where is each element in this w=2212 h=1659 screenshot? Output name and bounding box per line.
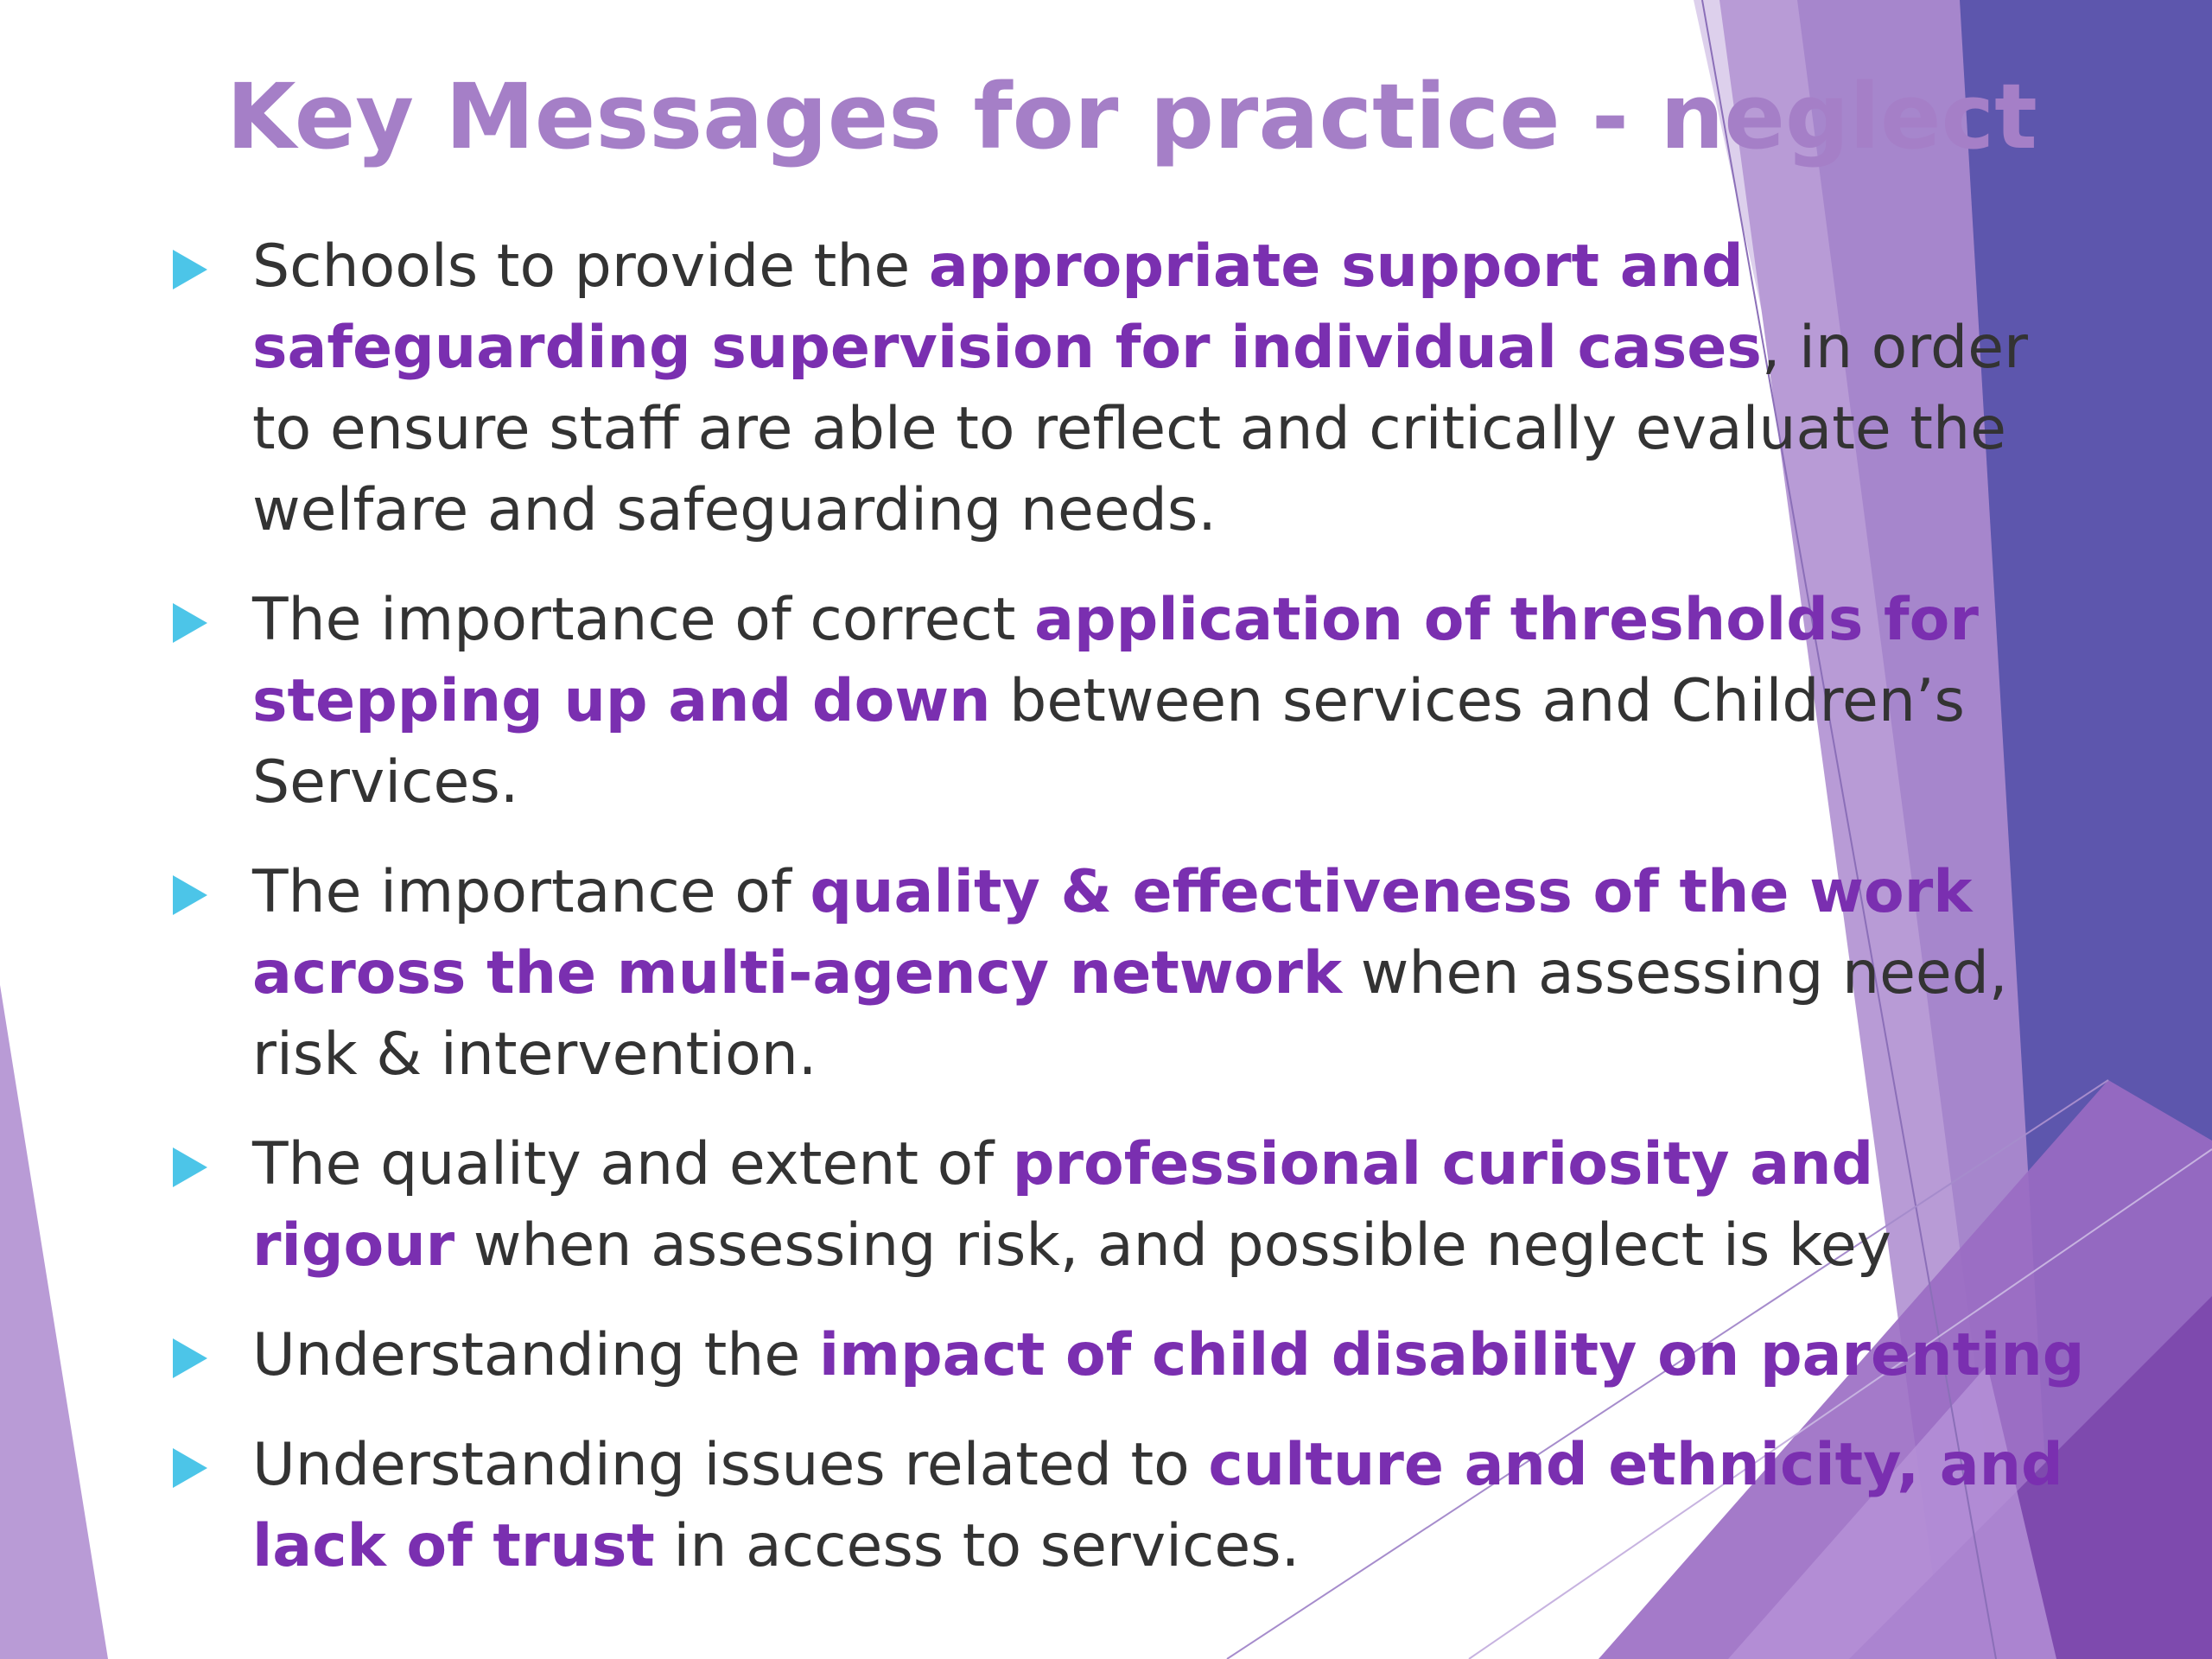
- triangle-right-icon: [173, 1448, 207, 1488]
- bullet-text: , in order to ensure staff are able to reflect and critically evaluate the welfare and safeguarding needs.: [252, 314, 2028, 544]
- bullet-item: [169, 1124, 2096, 1287]
- bullet-list: [169, 226, 2096, 1616]
- bullet-highlight: quality & effectiveness of the work across the multi-agency network: [252, 858, 1973, 1007]
- triangle-right-icon: [173, 1147, 207, 1187]
- bullet-text: Understanding issues related to: [252, 1431, 1209, 1499]
- slide-title: Key Messages for practice - neglect: [226, 64, 2037, 169]
- bullet-item: [169, 1425, 2096, 1587]
- bullet-highlight: culture and ethnicity, and lack of trust: [252, 1431, 2063, 1580]
- bullet-highlight: impact of child disability on parenting: [818, 1321, 2085, 1389]
- bullet-text: Schools to provide the: [252, 232, 929, 301]
- bullet-item: [169, 226, 2096, 551]
- bullet-text: between services and Children’s Services.: [252, 667, 1965, 817]
- bullet-highlight: appropriate support and safeguarding supervision for individual cases: [252, 232, 1762, 382]
- bullet-text: when assessing need, risk & intervention.: [252, 939, 2008, 1089]
- bullet-text: Understanding the: [252, 1321, 819, 1389]
- bullet-item: [169, 580, 2096, 823]
- bullet-highlight: application of thresholds for stepping up and down: [252, 586, 1979, 735]
- triangle-right-icon: [173, 875, 207, 915]
- triangle-right-icon: [173, 603, 207, 643]
- bullet-item: [169, 1315, 2096, 1396]
- bullet-text: The importance of correct: [252, 586, 1035, 654]
- bullet-item: [169, 852, 2096, 1096]
- triangle-right-icon: [173, 1338, 207, 1378]
- bullet-text: The quality and extent of: [252, 1130, 1013, 1198]
- bullet-highlight: professional curiosity and rigour: [252, 1130, 1874, 1280]
- triangle-right-icon: [173, 250, 207, 289]
- bullet-text: in access to services.: [654, 1512, 1300, 1580]
- bullet-text: when assessing risk, and possible neglect is key: [454, 1211, 1891, 1280]
- bullet-text: The importance of: [252, 858, 810, 926]
